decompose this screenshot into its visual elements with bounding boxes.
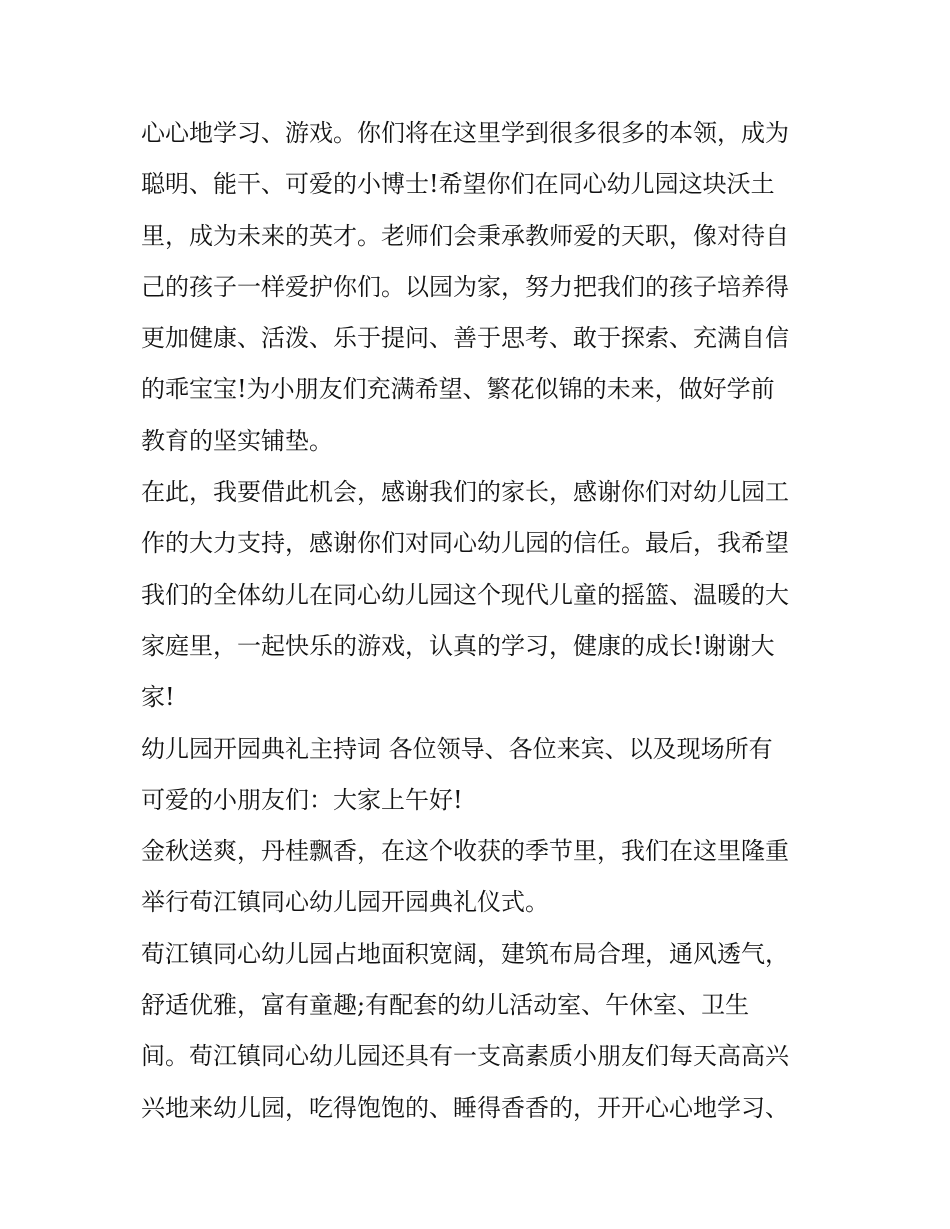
text-line: 作的大力支持，感谢你们对同心幼儿园的信任。最后，我希望 — [141, 529, 789, 558]
text-line: 里，成为未来的英才。老师们会秉承教师爱的天职，像对待自 — [141, 221, 789, 250]
text-line: 兴地来幼儿园，吃得饱饱的、睡得香香的，开开心心地学习、 — [141, 1093, 789, 1122]
text-line: 更加健康、活泼、乐于提问、善于思考、敢于探索、充满自信 — [141, 324, 789, 353]
text-line: 家! — [141, 683, 175, 712]
text-line: 心心地学习、游戏。你们将在这里学到很多很多的本领，成为 — [141, 119, 789, 147]
text-line: 间。荀江镇同心幼儿园还具有一支高素质小朋友们每天高高兴 — [141, 1042, 789, 1071]
text-line: 教育的坚实铺垫。 — [141, 426, 333, 455]
text-line: 我们的全体幼儿在同心幼儿园这个现代儿童的摇篮、温暖的大 — [141, 580, 789, 609]
document-body — [141, 108, 813, 1134]
text-line: 金秋送爽，丹桂飘香，在这个收获的季节里，我们在这里隆重 — [141, 837, 789, 866]
text-line: 荀江镇同心幼儿园占地面积宽阔，建筑布局合理，通风透气， — [141, 939, 789, 968]
text-line: 舒适优雅，富有童趣;有配套的幼儿活动室、午休室、卫生 — [141, 991, 750, 1020]
text-line: 可爱的小朋友们：大家上午好! — [141, 785, 463, 814]
text-line: 幼儿园开园典礼主持词 各位领导、各位来宾、以及现场所有 — [141, 734, 773, 763]
text-line: 聪明、能干、可爱的小博士!希望你们在同心幼儿园这块沃土 — [141, 170, 775, 199]
text-line: 己的孩子一样爱护你们。以园为家，努力把我们的孩子培养得 — [141, 272, 789, 301]
text-line: 在此，我要借此机会，感谢我们的家长，感谢你们对幼儿园工 — [141, 478, 789, 507]
text-line: 举行荀江镇同心幼儿园开园典礼仪式。 — [141, 888, 549, 917]
text-line: 家庭里，一起快乐的游戏，认真的学习，健康的成长!谢谢大 — [141, 631, 775, 660]
text-line: 的乖宝宝!为小朋友们充满希望、繁花似锦的未来，做好学前 — [141, 375, 775, 404]
